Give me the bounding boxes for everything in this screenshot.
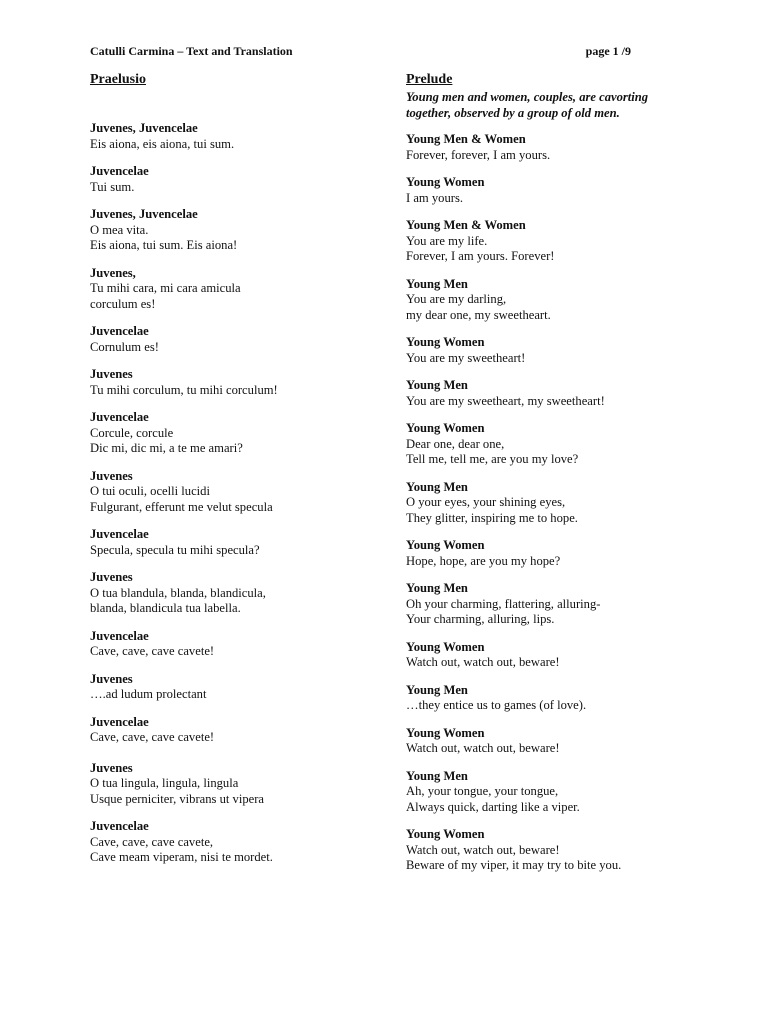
speaker: Young Women bbox=[406, 175, 485, 189]
speaker: Young Women bbox=[406, 335, 485, 349]
speaker: Juvencelae bbox=[90, 819, 149, 833]
verse-line: Tell me, tell me, are you my love? bbox=[406, 452, 579, 466]
speaker: Young Men bbox=[406, 276, 468, 291]
speaker: Juvenes bbox=[90, 671, 133, 686]
stage-direction: Young men and women, couples, are cavorting together, observed by a group of old men. bbox=[406, 90, 649, 120]
latin-stanza bbox=[90, 164, 390, 195]
speaker: Juvenes bbox=[90, 468, 133, 483]
page-number: page 1 /9 bbox=[585, 44, 631, 58]
verse-line: You are my sweetheart! bbox=[406, 350, 526, 365]
speaker: Juvencelae bbox=[90, 714, 149, 729]
latin-stanza bbox=[90, 672, 390, 703]
latin-stanza bbox=[90, 410, 390, 457]
verse-line: Hope, hope, are you my hope? bbox=[406, 553, 561, 568]
verse-line: …they entice us to games (of love). bbox=[406, 698, 587, 712]
speaker: Young Women bbox=[406, 421, 485, 435]
speaker: Juvencelae bbox=[90, 527, 149, 541]
page-header bbox=[90, 44, 631, 60]
latin-stanza bbox=[90, 761, 390, 808]
english-stanza bbox=[406, 769, 706, 816]
verse-line: Specula, specula tu mihi specula? bbox=[90, 542, 260, 557]
verse-line: Eis aiona, tui sum. Eis aiona! bbox=[90, 238, 238, 252]
document-title: Catulli Carmina – Text and Translation bbox=[90, 44, 293, 58]
verse-line: blanda, blandicula tua labella. bbox=[90, 601, 241, 615]
latin-stanza bbox=[90, 715, 390, 746]
speaker: Young Men & Women bbox=[406, 218, 526, 232]
verse-line: Cave, cave, cave cavete! bbox=[90, 644, 215, 658]
verse-line: O tua blandula, blanda, blandicula, bbox=[90, 585, 266, 600]
english-stanza bbox=[406, 827, 706, 874]
english-column bbox=[406, 72, 706, 874]
english-heading: Prelude bbox=[406, 72, 453, 87]
english-stanza bbox=[406, 581, 706, 628]
verse-line: O tui oculi, ocelli lucidi bbox=[90, 484, 210, 498]
verse-line: O mea vita. bbox=[90, 222, 149, 237]
latin-stanza bbox=[90, 367, 390, 398]
verse-line: Watch out, watch out, beware! bbox=[406, 655, 560, 669]
latin-stanza bbox=[90, 469, 390, 516]
verse-line: Always quick, darting like a viper. bbox=[406, 799, 580, 814]
verse-line: Cornulum es! bbox=[90, 339, 159, 354]
verse-line: Cave meam viperam, nisi te mordet. bbox=[90, 850, 273, 864]
latin-column bbox=[90, 72, 390, 866]
latin-stanza bbox=[90, 527, 390, 558]
latin-heading: Praelusio bbox=[90, 72, 146, 87]
verse-line: You are my darling, bbox=[406, 292, 507, 306]
speaker: Young Women bbox=[406, 725, 485, 740]
verse-line: You are my sweetheart, my sweetheart! bbox=[406, 393, 605, 408]
verse-line: ….ad ludum prolectant bbox=[90, 687, 207, 701]
verse-line: I am yours. bbox=[406, 190, 464, 205]
verse-line: O tua lingula, lingula, lingula bbox=[90, 776, 239, 790]
speaker: Juvenes, Juvencelae bbox=[90, 207, 198, 221]
speaker: Juvencelae bbox=[90, 628, 149, 643]
verse-line: Cave, cave, cave cavete! bbox=[90, 730, 215, 744]
latin-stanzas bbox=[90, 121, 390, 866]
latin-stanza bbox=[90, 266, 390, 313]
english-stanza bbox=[406, 132, 706, 163]
verse-line: Fulgurant, efferunt me velut specula bbox=[90, 499, 273, 514]
latin-stanza bbox=[90, 324, 390, 355]
speaker: Juvencelae bbox=[90, 410, 149, 424]
verse-line: Eis aiona, eis aiona, tui sum. bbox=[90, 136, 235, 151]
english-stanza bbox=[406, 421, 706, 468]
speaker: Young Women bbox=[406, 538, 485, 552]
english-stanza bbox=[406, 378, 706, 409]
english-stanza bbox=[406, 640, 706, 671]
verse-line: Dic mi, dic mi, a te me amari? bbox=[90, 441, 243, 455]
speaker: Young Men bbox=[406, 581, 468, 595]
verse-line: Usque perniciter, vibrans ut vipera bbox=[90, 791, 265, 806]
speaker: Young Women bbox=[406, 639, 485, 654]
verse-line: Tui sum. bbox=[90, 179, 135, 194]
speaker: Young Men bbox=[406, 378, 468, 392]
speaker: Juvencelae bbox=[90, 324, 149, 338]
english-stanza bbox=[406, 480, 706, 527]
latin-stanza bbox=[90, 629, 390, 660]
verse-line: Beware of my viper, it may try to bite you. bbox=[406, 858, 622, 872]
english-stanzas bbox=[406, 132, 706, 874]
english-stanza bbox=[406, 218, 706, 265]
speaker: Juvenes bbox=[90, 760, 133, 775]
verse-line: Tu mihi corculum, tu mihi corculum! bbox=[90, 382, 278, 397]
verse-line: my dear one, my sweetheart. bbox=[406, 307, 551, 322]
speaker: Juvenes, bbox=[90, 265, 136, 280]
verse-line: Watch out, watch out, beware! bbox=[406, 842, 560, 857]
speaker: Young Men bbox=[406, 479, 468, 494]
verse-line: They glitter, inspiring me to hope. bbox=[406, 510, 578, 525]
verse-line: Tu mihi cara, mi cara amicula bbox=[90, 281, 241, 295]
latin-stanza bbox=[90, 570, 390, 617]
verse-line: Forever, I am yours. Forever! bbox=[406, 249, 555, 263]
english-stanza bbox=[406, 538, 706, 569]
latin-stanza bbox=[90, 121, 390, 152]
verse-line: O your eyes, your shining eyes, bbox=[406, 495, 566, 509]
speaker: Young Men & Women bbox=[406, 132, 526, 146]
verse-line: Dear one, dear one, bbox=[406, 436, 505, 451]
speaker: Juvenes, Juvencelae bbox=[90, 121, 198, 135]
verse-line: Corcule, corcule bbox=[90, 425, 174, 440]
latin-stanza bbox=[90, 207, 390, 254]
verse-line: Your charming, alluring, lips. bbox=[406, 612, 555, 626]
latin-stanza bbox=[90, 819, 390, 866]
speaker: Young Men bbox=[406, 682, 468, 697]
english-stanza bbox=[406, 277, 706, 324]
speaker: Juvenes bbox=[90, 367, 133, 381]
verse-line: You are my life. bbox=[406, 233, 488, 248]
speaker: Young Men bbox=[406, 768, 468, 783]
english-stanza bbox=[406, 726, 706, 757]
speaker: Young Women bbox=[406, 827, 485, 841]
english-stanza bbox=[406, 335, 706, 366]
verse-line: Oh your charming, flattering, alluring- bbox=[406, 596, 601, 611]
english-stanza bbox=[406, 175, 706, 206]
verse-line: corculum es! bbox=[90, 296, 156, 311]
verse-line: Ah, your tongue, your tongue, bbox=[406, 784, 559, 798]
verse-line: Forever, forever, I am yours. bbox=[406, 147, 551, 162]
english-stanza bbox=[406, 683, 706, 714]
speaker: Juvenes bbox=[90, 570, 133, 584]
verse-line: Watch out, watch out, beware! bbox=[406, 741, 560, 755]
verse-line: Cave, cave, cave cavete, bbox=[90, 834, 214, 849]
speaker: Juvencelae bbox=[90, 164, 149, 178]
